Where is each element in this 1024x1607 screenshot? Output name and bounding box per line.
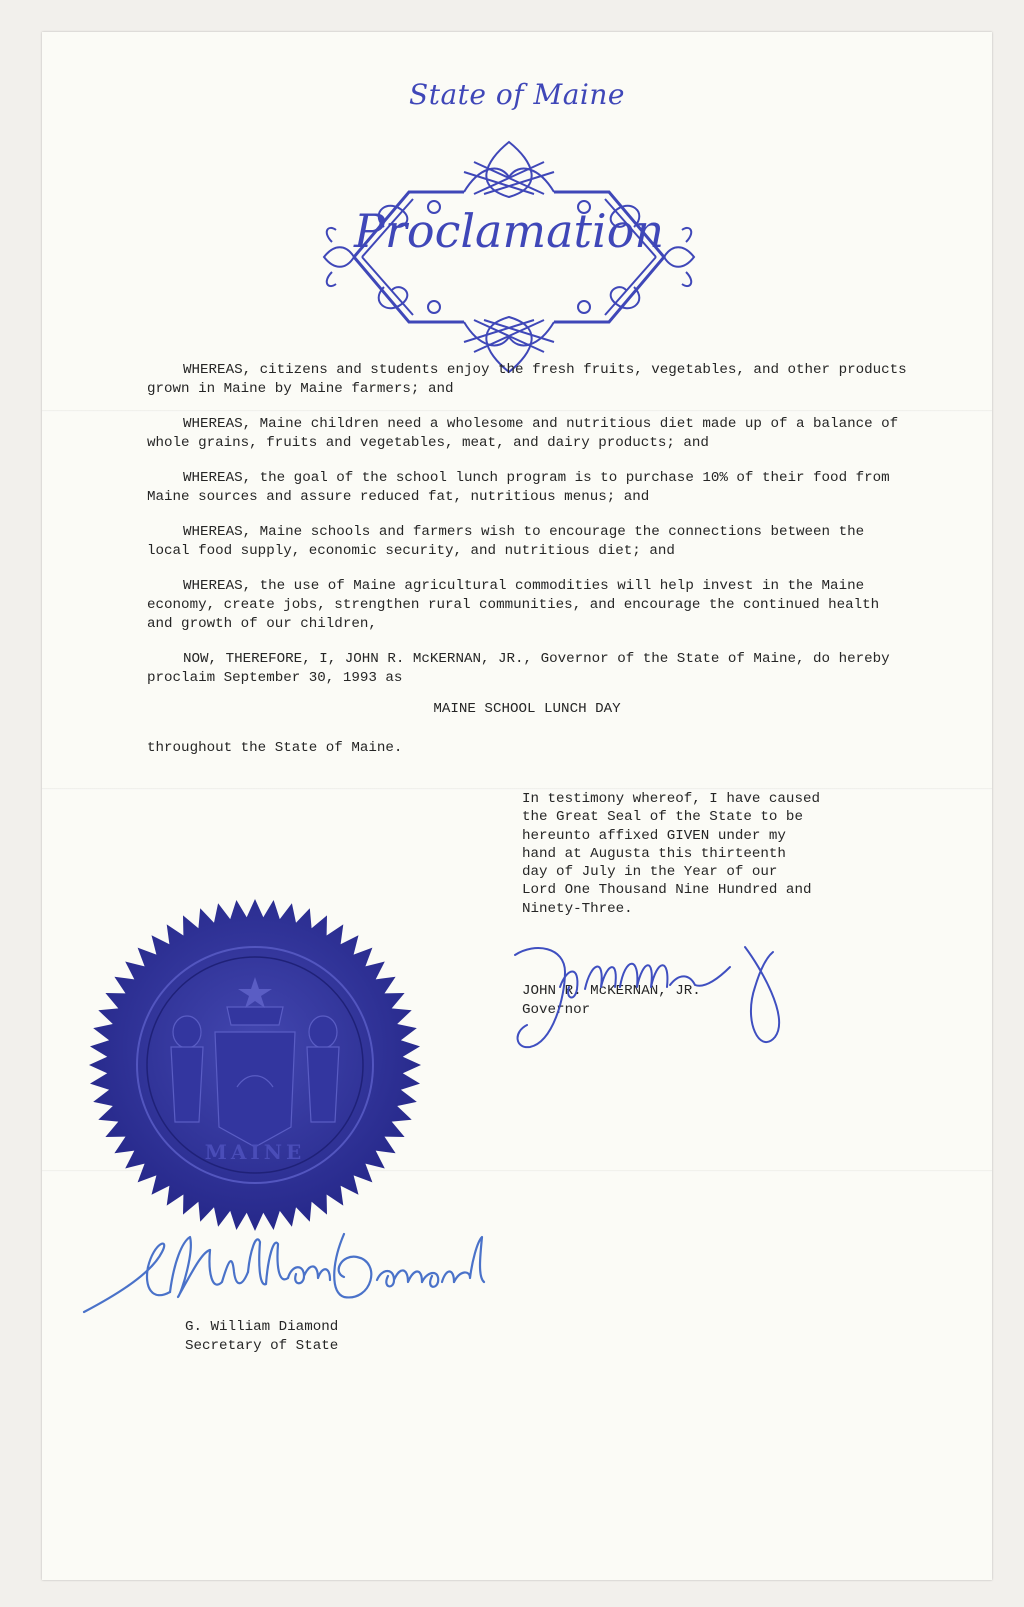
closing-line: throughout the State of Maine. [147,740,403,756]
secretary-title: Secretary of State [185,1338,339,1354]
proclamation-body [147,361,916,758]
whereas-paragraph: WHEREAS, the use of Maine agricultural commodities will help invest in the Maine economy, create jobs, strengthen rural communities, and encourage the continued health and growth of our children, [147,578,888,632]
governor-signature [505,927,785,1067]
proclaimed-day: MAINE SCHOOL LUNCH DAY [433,701,621,717]
governor-title: Governor [522,1002,591,1018]
whereas-paragraph: WHEREAS, Maine children need a wholesome and nutritious diet made up of a balance of whole grains, fruits and vegetables, meat, and dairy products; and [147,416,907,451]
testimony-text: In testimony whereof, I have caused the Great Seal of the State to be hereunto affixed GIVEN under my hand at Augusta this thirteenth day of July in the Year of our Lord One Thousand Nine Hundred and Ninety-Three. [522,791,820,917]
state-heading: State of Maine [409,78,625,111]
secretary-signature [82,1212,532,1322]
state-seal [87,897,423,1233]
proclaim-paragraph: NOW, THEREFORE, I, JOHN R. McKERNAN, JR., Governor of the State of Maine, do hereby proclaim September 30, 1993 as [147,651,899,686]
proclamation-title: Proclamation [353,204,665,258]
proclamation-document [42,32,992,1580]
seal-text: MAINE [204,1140,306,1164]
whereas-paragraph: WHEREAS, Maine schools and farmers wish to encourage the connections between the local food supply, economic security, and nutritious diet; and [147,524,873,559]
governor-name: JOHN R. McKERNAN, JR. [522,983,701,999]
whereas-paragraph: WHEREAS, the goal of the school lunch program is to purchase 10% of their food from Maine sources and assure reduced fat, nutritious menus; and [147,470,899,505]
secretary-signature-block [185,1318,338,1356]
secretary-name: G. William Diamond [185,1319,339,1335]
whereas-paragraph: WHEREAS, citizens and students enjoy the fresh fruits, vegetables, and other products grown in Maine by Maine farmers; and [147,362,916,397]
